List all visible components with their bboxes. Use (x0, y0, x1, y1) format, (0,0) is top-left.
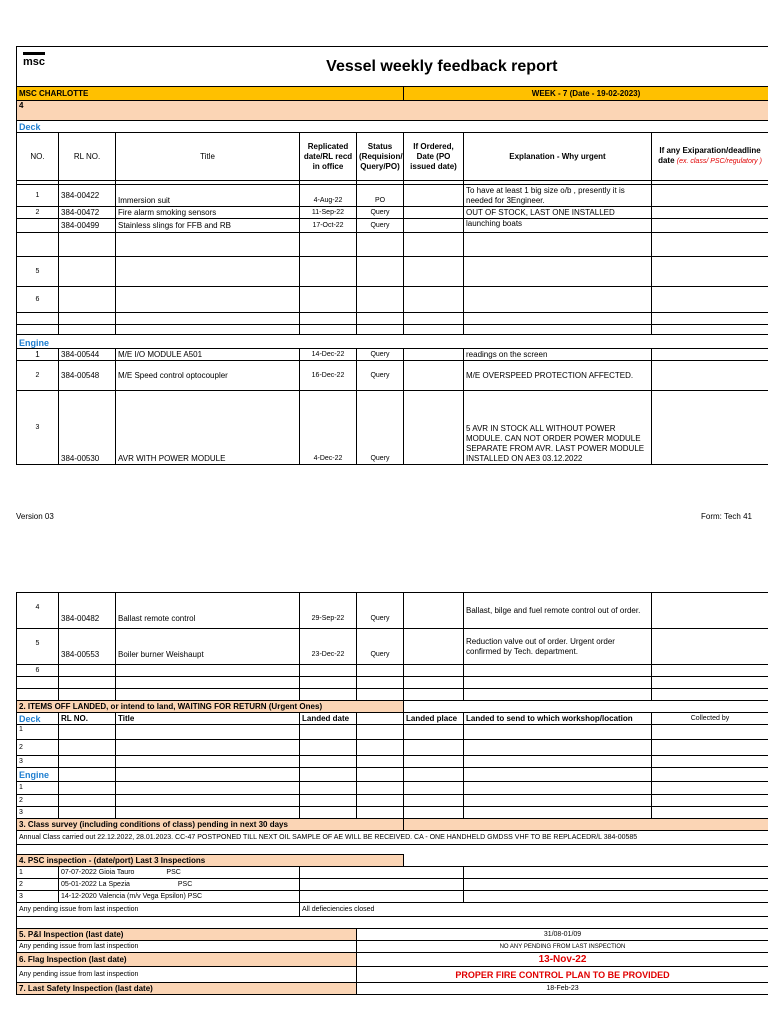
row-rl: 384-00472 (59, 207, 116, 219)
report-page-2 (16, 592, 768, 995)
psc-pending-label: Any pending issue from last inspection (17, 903, 300, 917)
row-rl: 384-00422 (59, 185, 116, 207)
psc-pending-value: All defieciencies closed (300, 903, 768, 917)
row-date: 17-Oct-22 (300, 219, 357, 233)
row-no: 2 (17, 361, 59, 391)
section2-col-title: Title (116, 713, 300, 725)
col-status: Status (Requision/ Query/PO) (357, 133, 404, 181)
row-title: Boiler burner Weishaupt (116, 629, 300, 665)
row-rl: 384-00530 (59, 391, 116, 465)
msc-logo (17, 47, 116, 87)
table-row (17, 629, 768, 665)
col-deadline (652, 133, 768, 181)
table-row (17, 185, 768, 207)
flag-pending-value: PROPER FIRE CONTROL PLAN TO BE PROVIDED (357, 967, 768, 983)
section7-title: 7. Last Safety Inspection (last date) (17, 983, 357, 995)
row-title: Stainless slings for FFB and RB (116, 219, 300, 233)
psc-row-no: 3 (17, 891, 59, 903)
row-ordered (404, 185, 464, 207)
safety-date: 18-Feb-23 (357, 983, 768, 995)
report-page-1 (16, 46, 768, 465)
psc-row-no: 2 (17, 879, 59, 891)
row-ordered (404, 219, 464, 233)
row-no: 2 (17, 795, 59, 807)
pi-pending-value: NO ANY PENDING FROM LAST INSPECTION (357, 941, 768, 953)
report-title: Vessel weekly feedback report (116, 47, 768, 87)
row-no: 6 (17, 665, 59, 677)
row-no: 4 (17, 593, 59, 629)
row-date: 4-Dec-22 (300, 391, 357, 465)
row-explanation: To have at least 1 big size o/b , presently it is needed for 3Engineer. (464, 185, 652, 207)
section2-col-workshop: Landed to send to which workshop/location (464, 713, 652, 725)
row-no: 5 (17, 629, 59, 665)
row-ordered (404, 391, 464, 465)
row-status: Query (357, 391, 404, 465)
row-deadline (652, 391, 768, 465)
row-no: 2 (17, 740, 59, 756)
col-deadline-note: (ex. class/ PSC/regulatory ) (676, 158, 762, 165)
report-continuation-table (16, 592, 768, 995)
row-date: 14-Dec-22 (300, 349, 357, 361)
table-row (17, 287, 768, 313)
row-title: AVR WITH POWER MODULE (116, 391, 300, 465)
pi-pending-label: Any pending issue from last inspection (17, 941, 357, 953)
psc-row-date: 05-01-2022 La Spezia (61, 880, 130, 888)
row-date: 23-Dec-22 (300, 629, 357, 665)
row-status: Query (357, 349, 404, 361)
row-deadline (652, 185, 768, 207)
section2-col-landed-date: Landed date (300, 713, 357, 725)
row-rl: 384-00544 (59, 349, 116, 361)
row-no: 5 (17, 257, 59, 287)
row-ordered (404, 207, 464, 219)
form-label: Form: Tech 41 (701, 512, 752, 521)
col-replicated: Replicated date/RL recd in office (300, 133, 357, 181)
psc-row-date: 14-12-2020 Valencia (m/v Vega Epsilon) PSC (59, 891, 300, 903)
row-no: 1 (17, 782, 59, 795)
table-row (17, 207, 768, 219)
row-no: 3 (17, 807, 59, 819)
row-ordered (404, 361, 464, 391)
row-explanation: readings on the screen (464, 349, 652, 361)
week-label: WEEK - 7 (Date - 19-02-2023) (404, 87, 768, 101)
deck-section-label: Deck (17, 121, 768, 133)
flag-date: 13-Nov-22 (357, 953, 768, 967)
section2-col-collected: Collected by (652, 713, 768, 725)
section4-title: 4. PSC inspection - (date/port) Last 3 Inspections (17, 855, 404, 867)
psc-row-date: 07-07-2022 Gioia Tauro (61, 868, 135, 876)
row-no: 1 (17, 349, 59, 361)
flag-pending-label: Any pending issue from last inspection (17, 967, 357, 983)
section2-title: 2. ITEMS OFF LANDED, or intend to land, WAITING FOR RETURN (Urgent Ones) (17, 701, 404, 713)
row-rl: 384-00548 (59, 361, 116, 391)
row-no: 1 (17, 725, 59, 740)
table-row (17, 361, 768, 391)
row-title: Fire alarm smoking sensors (116, 207, 300, 219)
row-explanation: Ballast, bilge and fuel remote control out of order. (464, 593, 652, 629)
row-no (17, 219, 59, 233)
report-header-table (16, 46, 768, 465)
row-status: PO (357, 185, 404, 207)
table-row (17, 349, 768, 361)
row-title: Immersion suit (116, 185, 300, 207)
row-deadline (652, 207, 768, 219)
row-rl: 384-00482 (59, 593, 116, 629)
section2-col-rl: RL NO. (59, 713, 116, 725)
col-deadline-label: If any Exiparation/deadline date (658, 146, 761, 165)
col-explanation: Explanation - Why urgent (464, 133, 652, 181)
row-no: 2 (17, 207, 59, 219)
section3-text: Annual Class carried out 22.12.2022, 28.01.2023. CC-47 POSTPONED TILL NEXT OIL SAMPLE OF AE WILL BE RECEIVED. CA - ONE HANDHELD GMDSS VHF TO BE REPLACEDR/L 384-00585 (17, 831, 768, 845)
row-explanation: launching boats (464, 219, 652, 233)
section2-col-landed-place: Landed place (404, 713, 464, 725)
col-no: NO. (17, 133, 59, 181)
col-ordered: If Ordered, Date (PO issued date) (404, 133, 464, 181)
msc-logo-icon (19, 51, 59, 69)
table-row (17, 665, 768, 677)
psc-row-no: 1 (17, 867, 59, 879)
row-deadline (652, 361, 768, 391)
row-status: Query (357, 593, 404, 629)
section5-title: 5. P&I Inspection (last date) (17, 929, 357, 941)
row-no: 3 (17, 756, 59, 768)
row-status: Query (357, 219, 404, 233)
table-row (17, 391, 768, 465)
col-rl-no: RL NO. (59, 133, 116, 181)
row-date: 16-Dec-22 (300, 361, 357, 391)
psc-row-type: PSC (166, 868, 181, 876)
version-label: Version 03 (16, 512, 54, 521)
row-deadline (652, 593, 768, 629)
row-explanation: M/E OVERSPEED PROTECTION AFFECTED. (464, 361, 652, 391)
row-explanation: 5 AVR IN STOCK ALL WITHOUT POWER MODULE. CAN NOT ORDER POWER MODULE SEPARATE FROM AVR. LAST POWER MODULE INSTALLED ON AE3 03.12.2022 (464, 391, 652, 465)
col-title: Title (116, 133, 300, 181)
row-ordered (404, 593, 464, 629)
table-row (17, 219, 768, 233)
psc-row-type: PSC (177, 880, 193, 888)
section3-title: 3. Class survey (including conditions of class) pending in next 30 days (17, 819, 404, 831)
row-no: 3 (17, 391, 59, 465)
row-ordered (404, 629, 464, 665)
row-title: Ballast remote control (116, 593, 300, 629)
row-date: 11-Sep-22 (300, 207, 357, 219)
row-date: 29-Sep-22 (300, 593, 357, 629)
row-explanation: OUT OF STOCK, LAST ONE INSTALLED (464, 207, 652, 219)
row-deadline (652, 349, 768, 361)
row-date: 4-Aug-22 (300, 185, 357, 207)
vessel-name: MSC CHARLOTTE (17, 87, 404, 101)
row-explanation: Reduction valve out of order. Urgent order confirmed by Tech. department. (464, 629, 652, 665)
row-title: M/E Speed control optocoupler (116, 361, 300, 391)
row-no: 1 (17, 185, 59, 207)
pi-date: 31/08-01/09 (357, 929, 768, 941)
table-row (17, 257, 768, 287)
section2-engine-label: Engine (17, 768, 59, 782)
row-title: M/E I/O MODULE A501 (116, 349, 300, 361)
row-status: Query (357, 361, 404, 391)
section2-deck-label: Deck (17, 713, 59, 725)
row-status: Query (357, 629, 404, 665)
row-status: Query (357, 207, 404, 219)
row-ordered (404, 349, 464, 361)
row-deadline (652, 629, 768, 665)
table-row (17, 593, 768, 629)
row-no: 6 (17, 287, 59, 313)
row-rl: 384-00499 (59, 219, 116, 233)
engine-section-label: Engine (17, 335, 768, 349)
row-number: 4 (17, 101, 768, 121)
row-rl: 384-00553 (59, 629, 116, 665)
section6-title: 6. Flag Inspection (last date) (17, 953, 357, 967)
row-deadline (652, 219, 768, 233)
svg-text:msc: msc (23, 56, 46, 68)
